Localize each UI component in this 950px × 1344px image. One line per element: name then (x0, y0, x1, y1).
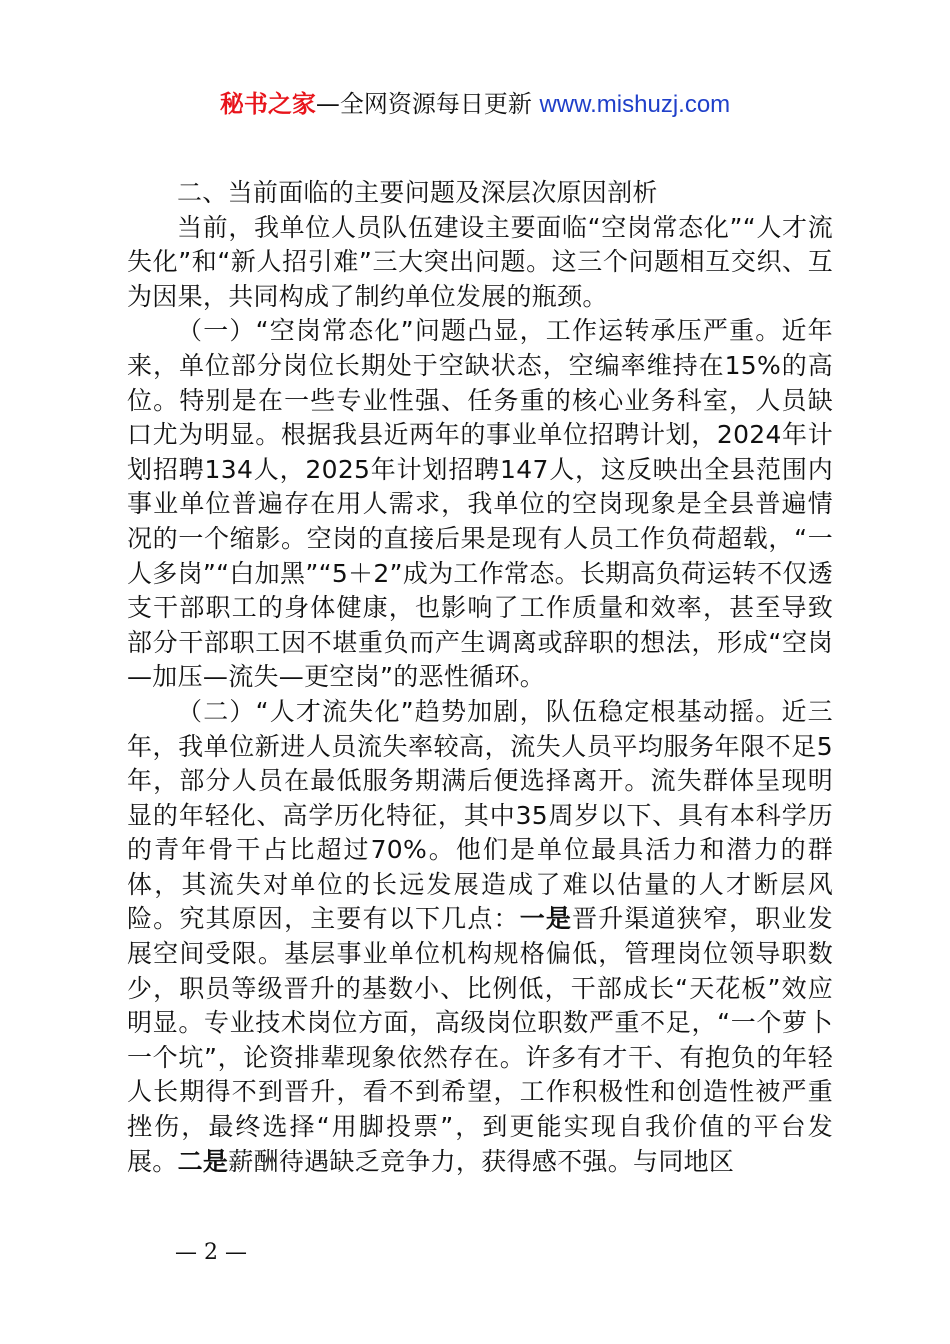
talent-loss-text-b: 晋升渠道狭窄，职业发展空间受限。基层事业单位机构规格偏低，管理岗位领导职数少，职员等级晋升的基数小、比例低，干部成长“天花板”效应明显。专业技术岗位方面，高级岗位职数严重不足，“一个萝卜一个坑”，论资排辈现象依然存在。许多有才干、有抱负的年轻人长期得不到晋升，看不到希望，工作积极性和创造性被严重挫伤，最终选择“用脚投票”，到更能实现自我价值的平台发展。 (127, 904, 833, 1176)
document-body (127, 176, 833, 1179)
talent-loss-text-a: （二）“人才流失化”趋势加剧，队伍稳定根基动摇。近三年，我单位新进人员流失率较高，流失人员平均服务年限不足5年，部分人员在最低服务期满后便选择离开。流失群体呈现明显的年轻化、高学历化特征，其中35周岁以下、具有本科学历的青年骨干占比超过70%。他们是单位最具活力和潜力的群体，其流失对单位的长远发展造成了难以估量的人才断层风险。究其原因，主要有以下几点： (127, 696, 833, 934)
paragraph-talent-loss (127, 695, 833, 1179)
site-watermark-header (0, 88, 950, 121)
site-url: www.mishuzj.com (539, 91, 731, 118)
point-two-label: 二是 (177, 1146, 229, 1176)
site-brand: 秘书之家 (219, 90, 316, 118)
site-tagline: —全网资源每日更新 (315, 90, 540, 118)
paragraph-intro: 当前，我单位人员队伍建设主要面临“空岗常态化”“人才流失化”和“新人招引难”三大突出问题。这三个问题相互交织、互为因果，共同构成了制约单位发展的瓶颈。 (127, 212, 833, 311)
page-number: — 2 — (175, 1240, 247, 1265)
talent-loss-text-c: 薪酬待遇缺乏竞争力，获得感不强。与同地区 (228, 1146, 735, 1176)
section-heading: 二、当前面临的主要问题及深层次原因剖析 (177, 178, 658, 207)
point-one-label: 一是 (519, 904, 573, 934)
paragraph-vacancy: （一）“空岗常态化”问题凸显，工作运转承压严重。近年来，单位部分岗位长期处于空缺状态，空编率维持在15%的高位。特别是在一些专业性强、任务重的核心业务科室，人员缺口尤为明显。根据我县近两年的事业单位招聘计划，2024年计划招聘134人，2025年计划招聘147人，这反映出全县范围内事业单位普遍存在用人需求，我单位的空岗现象是全县普遍情况的一个缩影。空岗的直接后果是现有人员工作负荷超载，“一人多岗”“白加黑”“5＋2”成为工作常态。长期高负荷运转不仅透支干部职工的身体健康，也影响了工作质量和效率，甚至导致部分干部职工因不堪重负而产生调离或辞职的想法，形成“空岗—加压—流失—更空岗”的恶性循环。 (127, 316, 833, 692)
